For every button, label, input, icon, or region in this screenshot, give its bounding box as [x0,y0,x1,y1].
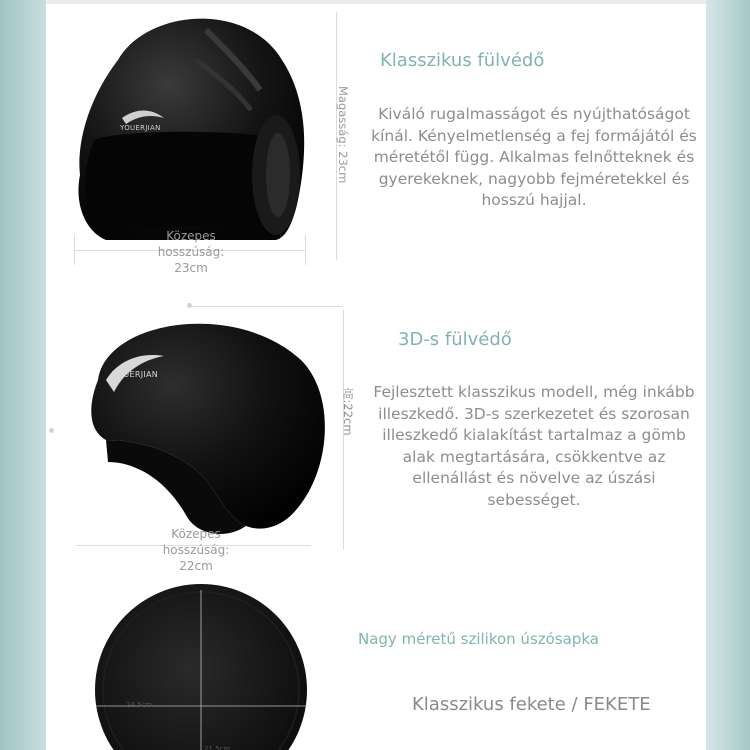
classic-cap-image [78,19,304,240]
large-cap-top-view-image [95,584,308,750]
color-option-label: Klasszikus fekete / FEKETE [412,694,651,715]
3d-height-label: 高:22cm [341,388,355,436]
3d-ear-protector-title: 3D-s fülvédő [398,329,512,350]
3d-cap-image [91,324,325,534]
large-silicone-cap-title: Nagy méretű szilikon úszósapka [358,630,599,648]
classic-ear-protector-title: Klasszikus fülvédő [380,50,545,71]
top-view-width-label: 24.5cm [126,701,153,709]
left-background-edge [0,0,46,750]
right-background-edge [706,0,750,750]
classic-width-label: Közepes hosszúság: 23cm [157,229,225,275]
3d-cap-brand: YOUERJIAN [112,370,159,379]
classic-ear-protector-description: Kiváló rugalmasságot és nyújthatóságot kínál. Kényelmetlenség a fej formájától és méretétől függ. Alkalmas felnőtteknek és gyerekeknek, nagyobb fejméretekkel és hosszú hajjal. [371,105,697,209]
classic-height-label: Magasság: 23cm [336,86,350,184]
3d-width-label: Közepes hosszúság: 22cm [162,527,230,573]
top-view-width-label-2: 21.5cm [204,745,231,750]
classic-cap-brand: YOUERJIAN [120,124,161,132]
product-detail-panel [46,0,706,750]
3d-ear-protector-description: Fejlesztett klasszikus modell, még inkább illeszkedő. 3D-s szerkezetet és szorosan illeszkedő kialakítást tartalmaz a gömb alak megtartására, csökkentve az ellenállást és növelve az úszási sebességet. [373,383,695,509]
